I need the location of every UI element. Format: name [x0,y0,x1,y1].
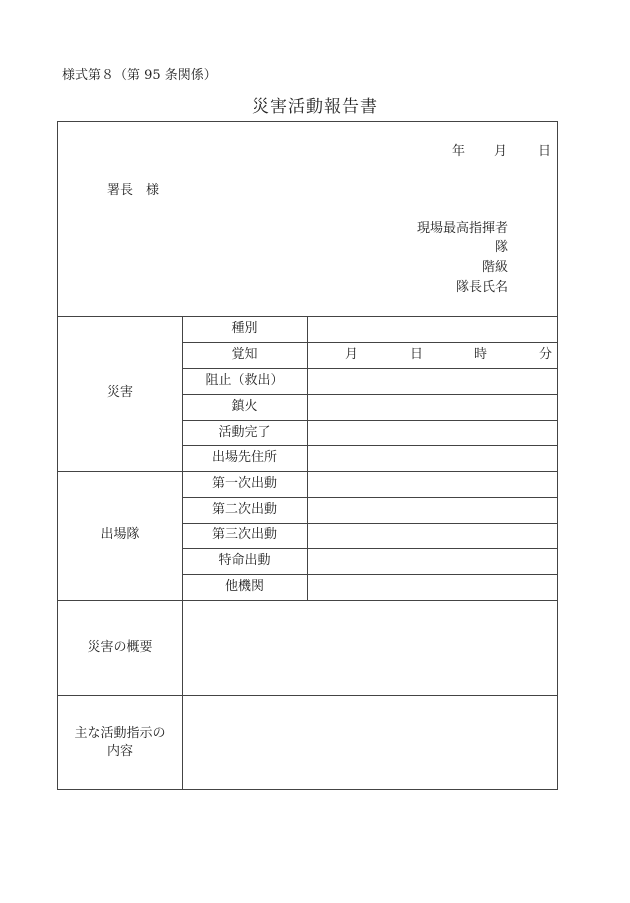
row-label-containment: 阻止（救出） [205,373,284,388]
row-divider [182,394,557,395]
row-label-activity-complete: 活動完了 [218,425,271,440]
row-label-first-dispatch: 第一次出動 [211,476,277,491]
row-divider [182,523,557,524]
row-label-third-dispatch: 第三次出動 [211,527,277,542]
row-divider [182,342,557,343]
section-divider [58,600,557,601]
section-divider [58,695,557,696]
reporter-rank: 階級 [481,260,508,275]
date-year-label: 年 [452,144,466,159]
disaster-section-label: 災害 [106,385,133,400]
instructions-label-line1: 主な活動指示の [74,726,166,741]
value-column-divider [307,316,308,600]
form-number: 様式第８（第 95 条関係） [62,68,217,83]
row-label-second-dispatch: 第二次出動 [211,502,277,517]
row-divider [182,574,557,575]
awareness-hour-unit: 時 [474,347,488,362]
reporter-unit: 隊 [494,240,508,255]
row-label-special-dispatch: 特命出動 [218,553,271,568]
instructions-label-line2: 内容 [106,744,133,759]
row-label-extinguished: 鎮火 [231,399,258,414]
row-divider [182,368,557,369]
addressee: 署長 様 [107,183,160,198]
row-label-address: 出場先住所 [211,450,277,465]
row-label-awareness: 覚知 [231,347,258,362]
summary-label: 災害の概要 [87,640,153,655]
row-divider [182,445,557,446]
reporter-role: 現場最高指揮者 [416,221,508,236]
awareness-month-unit: 月 [345,347,359,362]
date-month-label: 月 [494,144,508,159]
dispatch-section-label: 出場隊 [100,527,140,542]
row-divider [182,497,557,498]
row-label-other-agencies: 他機関 [224,579,264,594]
form-title: 災害活動報告書 [252,97,378,117]
row-label-type: 種別 [231,321,258,336]
report-table [57,121,558,790]
row-divider [182,548,557,549]
row-divider [182,420,557,421]
awareness-minute-unit: 分 [539,347,553,362]
date-day-label: 日 [538,144,552,159]
reporter-name: 隊長氏名 [455,280,508,295]
awareness-day-unit: 日 [410,347,424,362]
